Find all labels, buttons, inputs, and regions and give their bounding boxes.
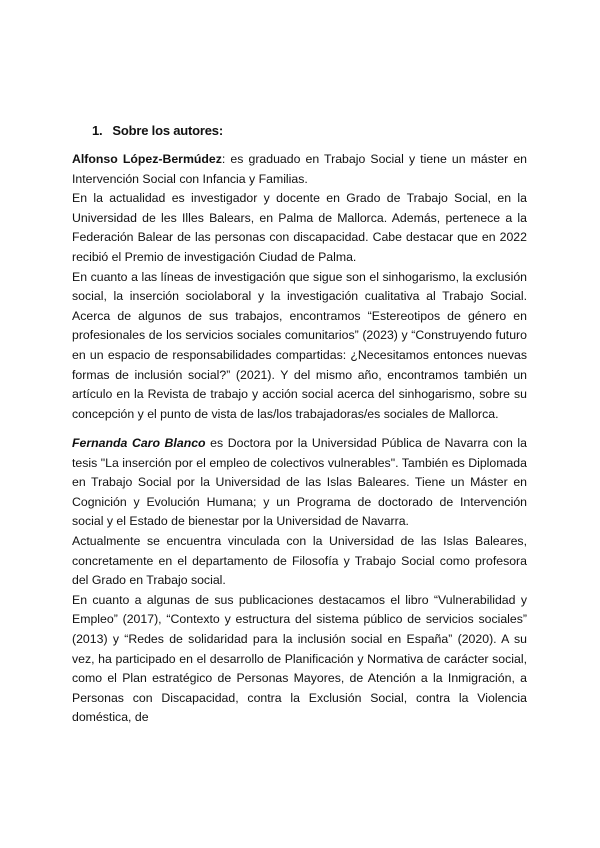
author-name: Alfonso López-Bermúdez <box>72 152 222 166</box>
bio-text: : es graduado en Trabajo Social y tiene un máster en Intervención Social con Infancia y Familias. <box>72 152 527 186</box>
author-bio-caro-blanco <box>72 434 527 728</box>
bio-paragraph <box>72 150 527 189</box>
section-title: Sobre los autores: <box>112 123 223 138</box>
bio-paragraph <box>72 434 527 532</box>
section-number: 1. <box>92 123 103 138</box>
author-name: Fernanda Caro Blanco <box>72 436 206 450</box>
author-bio-lopez-bermudez <box>72 150 527 424</box>
section-heading <box>92 121 223 141</box>
bio-paragraph: Actualmente se encuentra vinculada con la Universidad de las Islas Baleares, concretamente en el departamento de Filosofía y Trabajo Social como profesora del Grado en Trabajo social. <box>72 533 527 588</box>
bio-paragraph: En la actualidad es investigador y docente en Grado de Trabajo Social, en la Universidad de les Illes Balears, en Palma de Mallorca. Además, pertenece a la Federación Balear de las personas con discapacidad. Cabe destacar que en 2022 recibió el Premio de investigación Ciudad de Palma. <box>72 191 527 264</box>
bio-paragraph: En cuanto a las líneas de investigación que sigue son el sinhogarismo, la exclusión social, la inserción sociolaboral y la investigación cualitativa al Trabajo Social. Acerca de algunos de sus trabajos, encontramos “Estereotipos de género en profesionales de los servicios sociales comunitarios” (2023) y “Construyendo futuro en un espacio de responsabilidades compartidas: ¿Necesitamos entonces nuevas formas de inclusión social?” (2021). Y del mismo año, encontramos también un artículo en la Revista de trabajo y acción social acerca del sinhogarismo, sobre su concepción y el punto de vista de las/los trabajadoras/es sociales de Mallorca. <box>72 269 527 421</box>
bio-text: es Doctora por la Universidad Pública de Navarra con la tesis "La inserción por el empleo de colectivos vulnerables". También es Diplomada en Trabajo Social por la Universidad de las Islas Baleares. Tiene un Máster en Cognición y Evolución Humana; y un Programa de doctorado de Intervención social y el Estado de bienestar por la Universidad de Navarra. <box>72 436 527 529</box>
bio-paragraph: En cuanto a algunas de sus publicaciones destacamos el libro “Vulnerabilidad y Empleo” (2017), “Contexto y estructura del sistema público de servicios sociales” (2013) y “Redes de solidaridad para la inclusión social en España” (2020). A su vez, ha participado en el desarrollo de Planificación y Normativa de carácter social, como el Plan estratégico de Personas Mayores, de Atención a la Inmigración, a Personas con Discapacidad, contra la Exclusión Social, contra la Violencia doméstica, de <box>72 592 527 725</box>
